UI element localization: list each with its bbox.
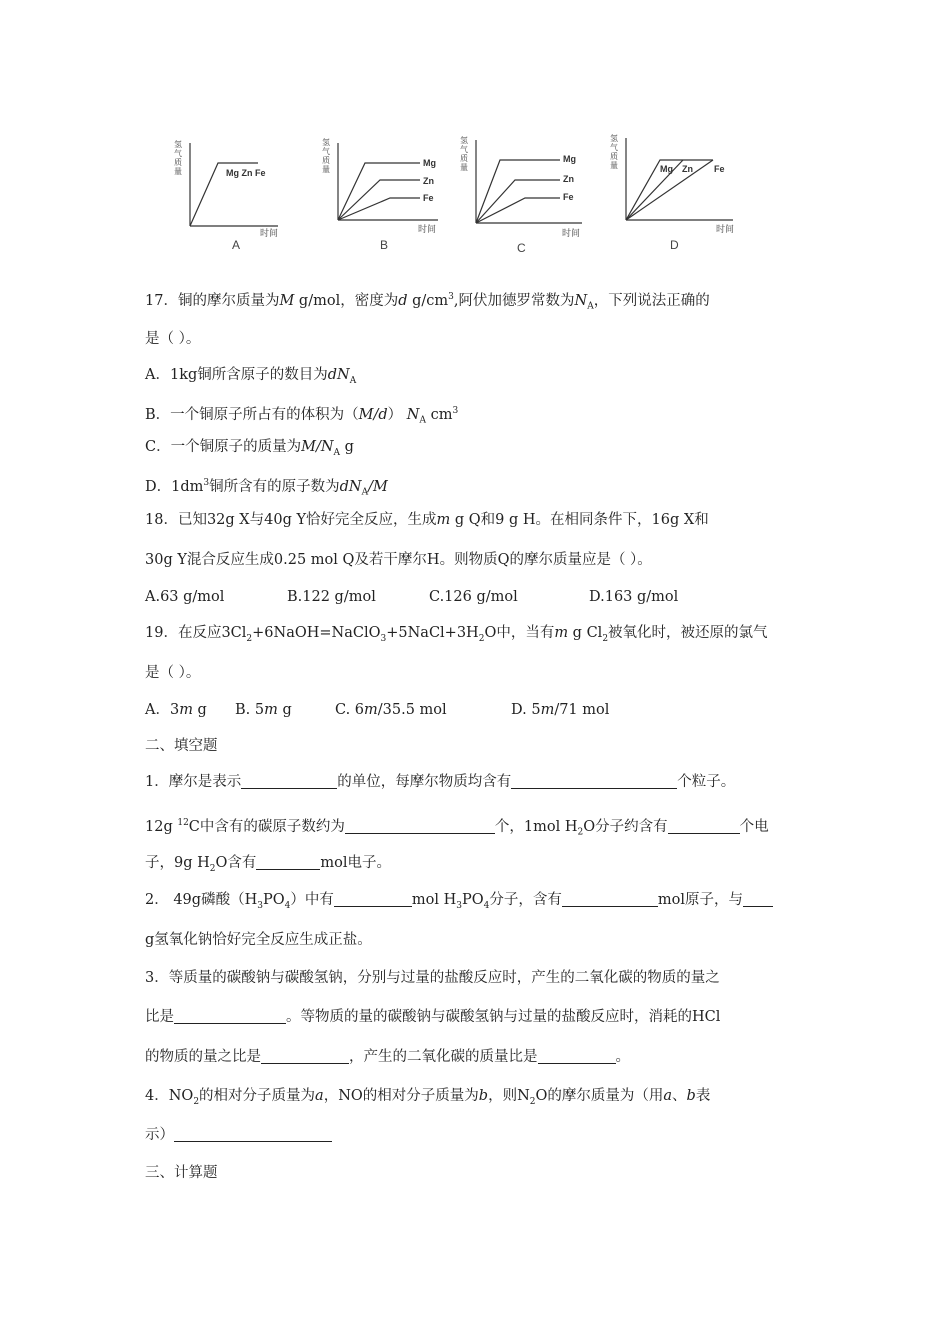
graph-d-label-fe: Fe [714,164,725,174]
graph-c-label-fe: Fe [563,192,574,202]
graph-a-ytitle: 氢气质量 [174,140,182,176]
graphs-row [160,128,800,258]
graph-c-ytitle: 氢气质量 [460,136,468,172]
q19-option-b [235,700,335,720]
fill-blank[interactable] [345,818,495,834]
fill-text: 个电 [739,818,769,835]
q17-opt-var: dN [327,367,350,383]
fill-sub: 3 [257,900,263,911]
q17-text: g/mol，密度为 [294,292,399,309]
fill-sub: 2 [577,827,584,838]
fill-text: O含有 [215,855,257,871]
graph-c-label-mg: Mg [563,154,576,164]
q19-var-m: m [554,625,569,641]
fill-3-line-3 [145,1047,630,1067]
q19-opt-text: g [192,702,207,718]
q19-text: 被氧化时，被还原的氯气 [608,625,768,641]
fill-4-line-2 [145,1125,332,1145]
graph-b-label-fe: Fe [423,193,434,203]
fill-blank[interactable] [562,891,658,907]
q17-opt-text: 铜所含有的原子数为 [209,478,340,495]
fill-text: mol H [411,892,457,908]
q19-opt-text: B. 5 [235,702,265,718]
fill-2-line-2: g氢氧化钠恰好完全反应生成正盐。 [145,932,372,948]
q19-text: g Cl [568,625,603,641]
fill-text: 、 [672,1088,687,1104]
q17-sup: 3 [203,478,210,488]
q19-stem-2: 是（ ）。 [145,665,201,681]
q19-var-m: m [179,702,193,718]
fill-blank[interactable] [668,818,740,834]
q19-opt-text: /35.5 mol [377,702,447,718]
q19-text: 19．在反应3Cl [145,625,247,641]
q17-opt-text: B．一个铜原子所占有的体积为（ [145,406,359,423]
fill-text: 表 [695,1088,711,1104]
q17-var-d: d [398,292,408,309]
q19-text: +6NaOH=NaClO [252,625,381,641]
q17-option-a [145,365,356,391]
q19-sub: 3 [380,633,387,644]
q17-stem-2: 是（ ）。 [145,331,201,347]
q19-var-m: m [264,702,278,718]
graph-c [460,128,610,258]
fill-text: ，NO的相对分子质量为 [323,1088,479,1104]
graph-d-label-zn: Zn [682,164,693,174]
fill-text: 2． 49g磷酸（H [145,892,258,908]
graph-c-label-zn: Zn [563,174,574,184]
fill-var: a [663,1088,673,1104]
q17-var-m: M [279,292,295,309]
graph-b-label-zn: Zn [423,176,434,186]
q18-option-d: D.163 g/mol [589,589,679,605]
fill-sub: 4 [284,900,291,911]
q19-opt-text: /71 mol [554,702,610,718]
graph-a-xtitle: 时间 [260,229,279,239]
graph-d-xtitle: 时间 [716,225,735,235]
q17-sub: A [333,447,341,458]
fill-text: ，产生的二氧化碳的质量比是 [349,1049,538,1065]
q19-opt-text: D. 5 [511,702,541,718]
graph-a-label: Mg Zn Fe [226,168,266,178]
fill-1-line-1 [145,772,735,792]
q17-opt-text: cm [425,406,453,423]
q17-opt-var: M/d [358,406,388,423]
graph-d-plot [608,128,758,258]
section-calc-heading: 三、计算题 [145,1165,218,1181]
q17-sup: 3 [452,406,459,416]
q19-stem [145,623,768,649]
fill-1-line-2 [145,813,769,843]
q17-text: g/cm [407,292,449,309]
fill-var: b [478,1088,489,1104]
fill-text: mol原子，与 [657,892,743,908]
q17-text: ，下列说法正确的 [593,292,710,309]
q19-text: +5NaCl+3H [386,625,479,641]
fill-text: ，则N [488,1088,530,1104]
q17-opt-var: /M [368,478,388,495]
fill-text: 的物质的量之比是 [145,1049,261,1065]
graph-b-ytitle: 氢气质量 [322,138,330,174]
graph-b-xtitle: 时间 [418,225,437,235]
q19-var-m: m [364,702,378,718]
q19-sub: 2 [478,633,485,644]
fill-blank[interactable] [334,891,412,907]
q18-option-a: A.63 g/mol [145,589,225,605]
q19-sub: 2 [246,633,253,644]
q17-var-na: N [574,292,588,309]
graph-d [608,128,758,258]
fill-text: 示） [145,1127,174,1143]
fill-text: 1．摩尔是表示 [145,774,242,790]
fill-blank[interactable] [174,1126,332,1142]
q17-sub: A [419,415,426,426]
fill-text: 12g [145,818,178,835]
q17-opt-var: N [406,406,420,423]
graph-c-plot [460,128,610,258]
q17-opt-var: dN [339,478,362,495]
fill-blank[interactable] [174,1008,286,1024]
q17-stem [145,287,710,317]
q19-opt-text: g [277,702,292,718]
q17-opt-text: A．1kg铜所含原子的数目为 [145,367,328,383]
fill-sub: 2 [529,1096,536,1107]
q19-option-a [145,700,235,720]
q19-options [145,700,609,720]
fill-text: 比是 [145,1009,174,1025]
fill-sub: 2 [209,863,216,874]
graph-c-caption: C [517,241,526,255]
fill-blank[interactable] [261,1048,349,1064]
fill-text: 。等物质的量的碳酸钠与碳酸氢钠与过量的盐酸反应时，消耗的HCl [286,1009,721,1025]
fill-text: PO [461,892,484,908]
q19-text: O中，当有 [484,625,555,641]
fill-text: C中含有的碳原子数约为 [188,818,345,835]
graph-c-xtitle: 时间 [562,229,581,239]
q19-sub: 2 [602,633,609,644]
q18-stem [145,510,709,530]
q18-text: g Q和9 g H。在相同条件下，16g X和 [450,512,709,528]
fill-text: 的单位，每摩尔物质均含有 [337,774,512,790]
q19-option-c [335,700,511,720]
q19-opt-text: A．3 [145,702,180,718]
q17-opt-text: g [340,439,354,455]
fill-sup: 12 [177,818,189,828]
fill-text: 分子，含有 [489,892,562,908]
fill-3-line-1: 3．等质量的碳酸钠与碳酸氢钠，分别与过量的盐酸反应时，产生的二氧化碳的物质的量之 [145,970,720,986]
q19-option-d [511,700,609,720]
fill-1-line-3 [145,853,391,879]
fill-sub: 4 [483,900,490,911]
fill-sub: 2 [193,1096,200,1107]
q18-var-m: m [436,512,451,528]
fill-text: 的相对分子质量为 [199,1088,316,1104]
q17-sub: A [349,375,357,386]
fill-text: 4．NO [145,1088,194,1104]
graph-a [160,128,310,258]
q17-sub: A [587,301,594,312]
fill-text: mol电子。 [320,855,392,871]
q17-sup: 3 [448,292,454,302]
fill-blank[interactable] [511,773,677,789]
q17-option-c [145,437,354,463]
fill-blank[interactable] [241,773,337,789]
fill-blank[interactable] [743,891,773,907]
fill-sub: 3 [456,900,462,911]
fill-4-line-1 [145,1086,710,1112]
q17-text: ,阿伏加德罗常数为 [453,292,575,309]
q17-option-b [145,401,458,431]
fill-text: 子，9g H [145,855,210,871]
fill-text: ）中有 [290,892,334,908]
q17-text: 17．铜的摩尔质量为 [145,292,280,309]
fill-text: O分子约含有 [583,818,668,835]
graph-b-caption: B [380,238,389,252]
graph-d-ytitle: 氢气质量 [610,134,618,170]
q18-text: 18．已知32g X与40g Y恰好完全反应，生成 [145,512,437,528]
graph-a-caption: A [232,238,241,252]
q17-option-d [145,473,388,503]
fill-text: 。 [615,1049,630,1065]
fill-text: 个，1mol H [494,818,578,835]
q19-var-m: m [540,702,555,718]
fill-var: b [686,1088,696,1104]
graph-d-caption: D [670,238,679,252]
fill-text: PO [262,892,285,908]
q18-stem-2: 30g Y混合反应生成0.25 mol Q及若干摩尔H。则物质Q的摩尔质量应是（ ）。 [145,552,652,568]
q17-opt-text: C．一个铜原子的质量为 [145,439,302,455]
fill-blank[interactable] [256,854,320,870]
q18-options [145,587,678,607]
graph-b [320,128,470,258]
graph-d-label-mg: Mg [660,164,673,174]
q18-option-c: C.126 g/mol [429,589,518,605]
q17-opt-var: M/N [301,439,334,455]
q18-option-b: B.122 g/mol [287,589,376,605]
q17-sub: A [361,487,369,498]
fill-var: a [315,1088,324,1104]
fill-3-line-2 [145,1007,720,1027]
fill-text: 个粒子。 [677,774,736,790]
q19-opt-text: C. 6 [335,702,365,718]
q17-opt-text: D．1dm [145,478,204,495]
fill-blank[interactable] [538,1048,616,1064]
fill-text: O的摩尔质量为（用 [535,1088,664,1104]
fill-2-line-1 [145,890,773,916]
q17-opt-text: ） [387,406,403,423]
graph-b-plot [320,128,470,258]
section-fill-in-heading: 二、填空题 [145,738,218,754]
graph-b-label-mg: Mg [423,158,436,168]
